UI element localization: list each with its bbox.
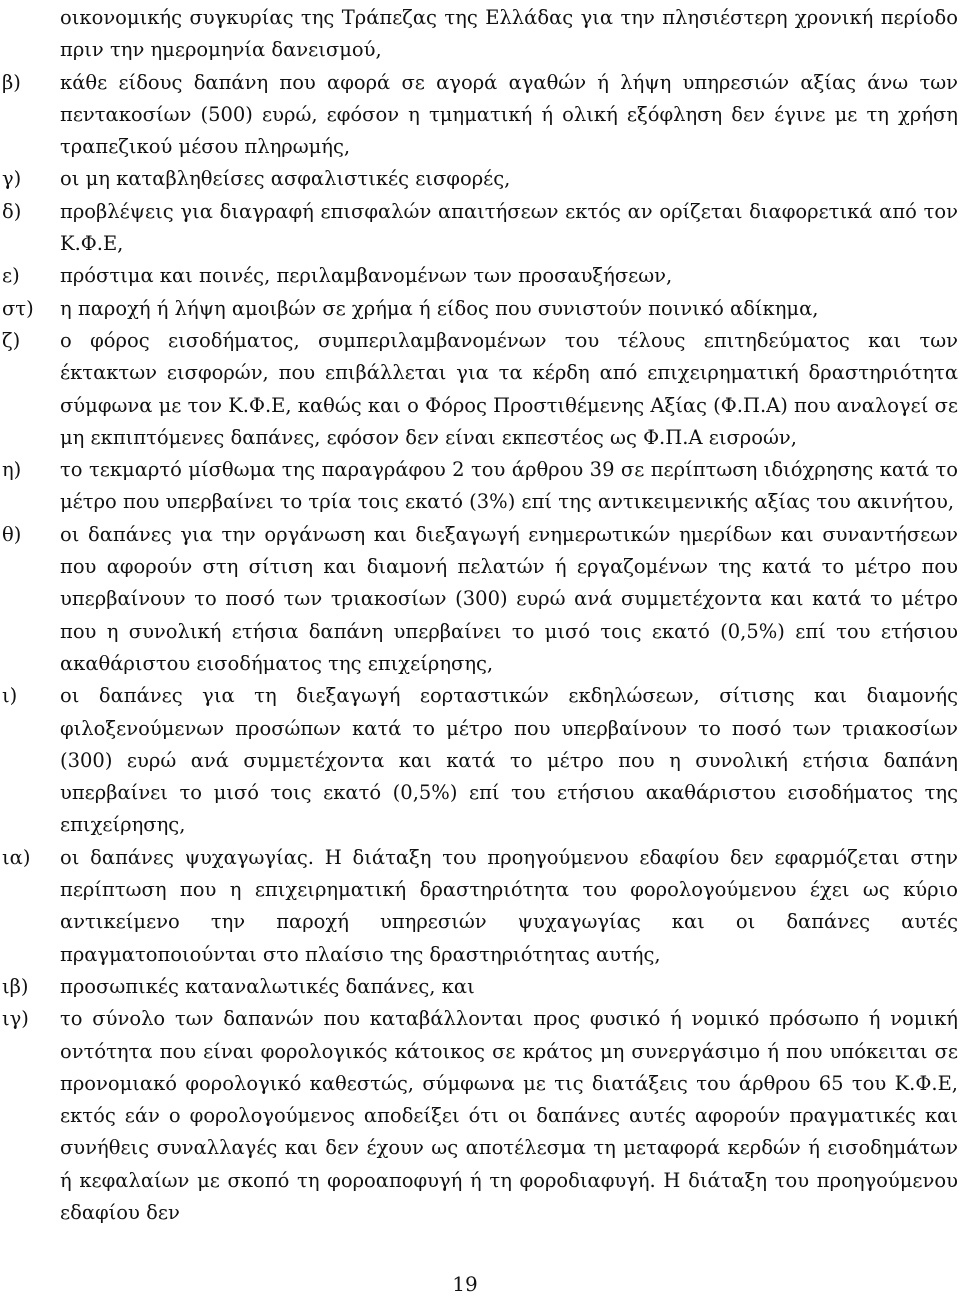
list-item-d [0, 196, 960, 261]
list-item-text: το τεκμαρτό μίσθωμα της παραγράφου 2 του άρθρου 39 σε περίπτωση ιδιόχρησης κατά το μέτρο που υπερβαίνει το τρία τοις εκατό (3%) επί της αντικειμενικής αξίας του ακινήτου, [60, 458, 958, 514]
list-item-text: οι δαπάνες για την οργάνωση και διεξαγωγή ενημερωτικών ημερίδων και συναντήσεων που αφορούν στη σίτιση και διαμονή πελατών ή εργαζομένων της κατά το μέτρο που υπερβαίνουν το ποσό των τριακοσίων (300) ευρώ ανά συμμετέχοντα και κατά το μέτρο που η συνολική ετήσια δαπάνη υπερβαίνει το μισό τοις εκατό (0,5%) επί του ετήσιου ακαθάριστου εισοδήματος της επιχείρησης, [60, 522, 958, 675]
list-marker: ιγ) [2, 1007, 29, 1031]
list-item-text: κάθε είδους δαπάνη που αφορά σε αγορά αγαθών ή λήψη υπηρεσιών αξίας άνω των πεντακοσίων (500) ευρώ, εφόσον η τμηματική ή ολική εξόφληση δεν έγινε με τη χρήση τραπεζικού μέσου πληρωμής, [60, 70, 958, 159]
list-item-ia [0, 842, 960, 971]
list-item-b [0, 67, 960, 164]
list-marker: γ) [2, 167, 22, 191]
list-item-text: πρόστιμα και ποινές, περιλαμβανομένων των προσαυξήσεων, [60, 264, 673, 288]
list-item-text: προσωπικές καταναλωτικές δαπάνες, και [60, 974, 475, 998]
list-marker: θ) [2, 522, 22, 546]
list-item-text: οι δαπάνες για τη διεξαγωγή εορταστικών εκδηλώσεων, σίτισης και διαμονής φιλοξενούμενων προσώπων κατά το μέτρο που υπερβαίνουν το ποσό των τριακοσίων (300) ευρώ ανά συμμετέχοντα και κατά το μέτρο που η συνολική ετήσια δαπάνη υπερβαίνει το μισό τοις εκατό (0,5%) επί του ετήσιου ακαθάριστου εισοδήματος της επιχείρησης, [60, 684, 958, 837]
list-marker: στ) [2, 296, 34, 320]
list-item-text: ο φόρος εισοδήματος, συμπεριλαμβανομένων του τέλους επιτηδεύματος και των έκτακτων εισφορών, που επιβάλλεται για τα κέρδη από επιχειρηματική δραστηριότητα σύμφωνα με τον Κ.Φ.Ε, καθώς και ο Φόρος Προστιθέμενης Αξίας (Φ.Π.Α) που αναλογεί σε μη εκπιπτόμενες δαπάνες, εφόσον δεν είναι εκπεστέος ως Φ.Π.Α εισροών, [60, 328, 958, 449]
list-item-e [0, 260, 960, 292]
list-item-text: οικονομικής συγκυρίας της Τράπεζας της Ελλάδας για την πλησιέστερη χρονική περίοδο πριν την ημερομηνία δανεισμού, [60, 6, 958, 62]
list-marker: ε) [2, 264, 20, 288]
list-marker: β) [2, 70, 21, 94]
list-marker: η) [2, 458, 22, 482]
list-marker: ζ) [2, 328, 21, 352]
list-marker: ι) [2, 684, 18, 708]
page-number: 19 [452, 1272, 478, 1296]
list-item-text: οι δαπάνες ψυχαγωγίας. Η διάταξη του προηγούμενου εδαφίου δεν εφαρμόζεται στην περίπτωση που η επιχειρηματική δραστηριότητα του φορολογούμενου έχει ως κύριο αντικείμενο την παροχή υπηρεσιών ψυχαγωγίας και οι δαπάνες αυτές πραγματοποιούνται στο πλαίσιο της δραστηριότητας αυτής, [60, 845, 958, 966]
list-item-st [0, 293, 960, 325]
list-item-g [0, 163, 960, 195]
list-marker: ια) [2, 845, 31, 869]
list-item-text: προβλέψεις για διαγραφή επισφαλών απαιτήσεων εκτός αν ορίζεται διαφορετικά από τον Κ.Φ.Ε, [60, 199, 958, 256]
list-item-continuation [0, 2, 960, 67]
enumerated-list [0, 2, 960, 1229]
list-marker: ιβ) [2, 974, 29, 998]
list-item-h [0, 454, 960, 519]
list-item-text: οι μη καταβληθείσες ασφαλιστικές εισφορές, [60, 167, 511, 191]
list-item-ig [0, 1003, 960, 1229]
list-item-z [0, 325, 960, 454]
list-item-ib [0, 971, 960, 1003]
list-marker: δ) [2, 199, 22, 223]
list-item-i [0, 680, 960, 841]
list-item-text: η παροχή ή λήψη αμοιβών σε χρήμα ή είδος που συνιστούν ποινικό αδίκημα, [60, 296, 819, 320]
list-item-th [0, 519, 960, 680]
list-item-text: το σύνολο των δαπανών που καταβάλλονται προς φυσικό ή νομικό πρόσωπο ή νομική οντότητα που είναι φορολογικός κάτοικος σε κράτος μη συνεργάσιμο ή που υπόκειται σε προνομιακό φορολογικό καθεστώς, σύμφωνα με τις διατάξεις του άρθρου 65 του Κ.Φ.Ε, εκτός εάν ο φορολογούμενος αποδείξει ότι οι δαπάνες αυτές αφορούν πραγματικές και συνήθεις συναλλαγές και δεν έχουν ως αποτέλεσμα τη μεταφορά κερδών ή εισοδημάτων ή κεφαλαίων με σκοπό τη φοροαποφυγή ή τη φοροδιαφυγή. Η διάταξη του προηγούμενου εδαφίου δεν [60, 1007, 958, 1224]
